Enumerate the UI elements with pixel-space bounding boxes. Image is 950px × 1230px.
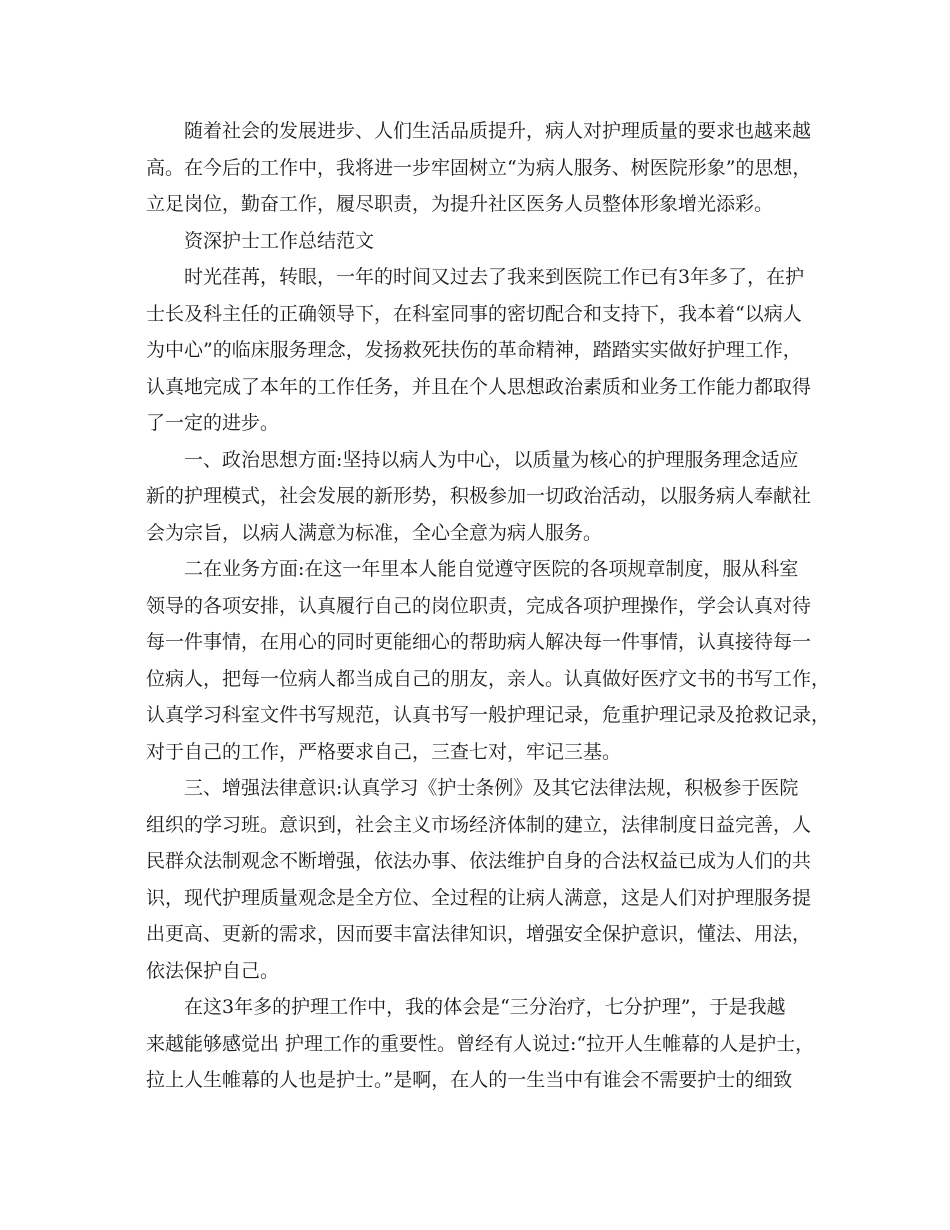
text-line: 士长及科主任的正确领导下，在科室同事的密切配合和支持下，我本着“以病人	[146, 302, 802, 325]
text-line: 位病人，把每一位病人都当成自己的朋友，亲人。认真做好医疗文书的书写工作，	[146, 667, 831, 690]
text-line: 认真地完成了本年的工作任务，并且在个人思想政治素质和业务工作能力都取得	[146, 375, 812, 398]
text-line: 组织的学习班。意识到，社会主义市场经济体制的建立，法律制度日益完善，人	[146, 813, 812, 836]
text-line: 拉上人生帷幕的人也是护士。”是啊，在人的一生当中有谁会不需要护士的细致	[146, 1069, 793, 1091]
text-line: 领导的各项安排，认真履行自己的岗位职责，完成各项护理操作，学会认真对待	[146, 594, 812, 617]
text-line: 依法保护自己。	[146, 959, 280, 982]
text-line: 为中心”的临床服务理念，发扬救死扶伤的革命精神，踏踏实实做好护理工作，	[146, 339, 802, 361]
text-line: 二在业务方面:在这一年里本人能自觉遵守医院的各项规章制度，服从科室	[184, 558, 799, 580]
text-line: 一、政治思想方面:坚持以病人为中心，以质量为核心的护理服务理念适应	[184, 448, 799, 471]
section-title: 资深护士工作总结范文	[184, 229, 375, 252]
text-line: 了一定的进步。	[146, 412, 280, 434]
text-line: 新的护理模式，社会发展的新形势，积极参加一切政治活动，以服务病人奉献社	[146, 485, 812, 507]
text-line: 三、增强法律意识:认真学习《护士条例》及其它法律法规，积极参于医院	[184, 777, 799, 799]
text-line: 民群众法制观念不断增强，依法办事、依法维护自身的合法权益已成为人们的共	[146, 850, 812, 872]
text-line: 在这3年多的护理工作中，我的体会是“三分治疗，七分护理”，于是我越	[184, 996, 786, 1018]
text-line: 立足岗位，勤奋工作，履尽职责，为提升社区医务人员整体形象增光添彩。	[146, 193, 774, 215]
text-line: 高。在今后的工作中，我将进一步牢固树立“为病人服务、树医院形象”的思想，	[146, 156, 812, 179]
text-line: 来越能够感觉出 护理工作的重要性。曾经有人说过:“拉开人生帷幕的人是护士，	[146, 1032, 815, 1055]
text-line: 对于自己的工作，严格要求自己，三查七对，牢记三基。	[146, 740, 622, 763]
text-line: 随着社会的发展进步、人们生活品质提升，病人对护理质量的要求也越来越	[184, 120, 812, 142]
text-line: 会为宗旨，以病人满意为标准，全心全意为病人服务。	[146, 521, 603, 544]
text-line: 每一件事情，在用心的同时更能细心的帮助病人解决每一件事情，认真接待每一	[146, 631, 812, 653]
document-body	[146, 113, 831, 1099]
text-line: 认真学习科室文件书写规范，认真书写一般护理记录，危重护理记录及抢救记录，	[146, 704, 831, 726]
text-line: 识，现代护理质量观念是全方位、全过程的让病人满意，这是人们对护理服务提	[146, 886, 812, 909]
text-line: 出更高、更新的需求，因而要丰富法律知识，增强安全保护意识，懂法、用法，	[146, 923, 812, 945]
text-line: 时光荏苒，转眼，一年的时间又过去了我来到医院工作已有3年多了，在护	[184, 266, 805, 288]
